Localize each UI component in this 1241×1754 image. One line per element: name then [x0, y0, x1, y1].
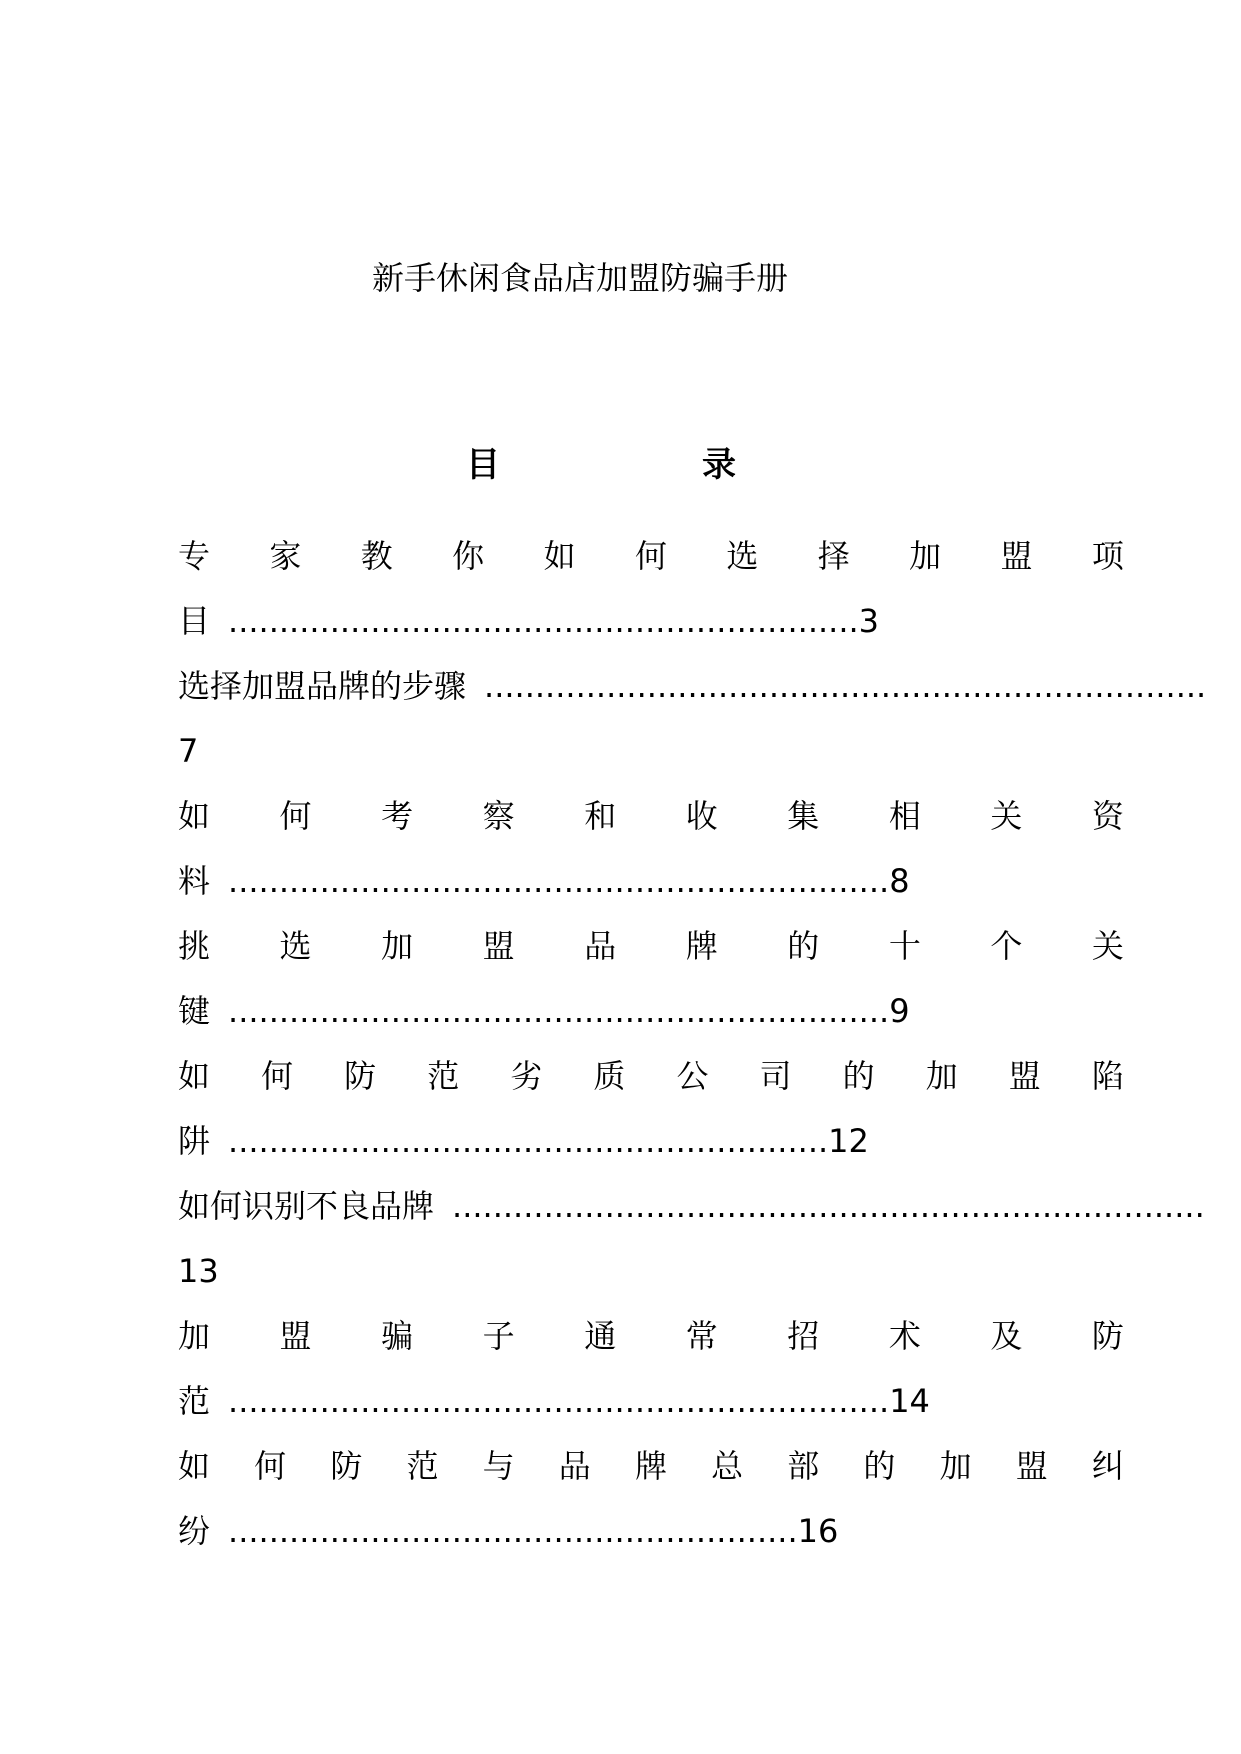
toc-title-char: 范 [427, 1057, 460, 1095]
toc-title-char: 纠 [1091, 1447, 1124, 1485]
toc-title-char: 关 [990, 797, 1023, 835]
toc-entry-title-line [178, 1304, 1124, 1369]
toc-entry-title: 如何识别不良品牌 [178, 1187, 435, 1225]
toc-leader-dots: ................................................................. [228, 992, 890, 1030]
toc-title-char: 和 [584, 797, 617, 835]
toc-heading-char: 录 [702, 445, 736, 485]
toc-title-char: 牌 [634, 1447, 667, 1485]
toc-title-char: 及 [990, 1317, 1023, 1355]
toc-entry[interactable] [178, 1174, 1205, 1304]
toc-title-last-char: 料 [178, 862, 211, 900]
toc-entry[interactable] [178, 784, 1128, 914]
toc-title-char: 如 [178, 797, 211, 835]
table-of-contents [178, 524, 1207, 1564]
toc-title-char: 如 [178, 1447, 211, 1485]
toc-title-char: 择 [817, 537, 850, 575]
toc-entry-leader-line [178, 1109, 1128, 1174]
toc-title-char: 防 [1091, 1317, 1124, 1355]
toc-title-char: 部 [787, 1447, 820, 1485]
toc-title-char: 集 [787, 797, 820, 835]
toc-leader-dots: ................................................................. [228, 1382, 890, 1420]
toc-title-char: 司 [759, 1057, 792, 1095]
toc-leader-dots: ................................................................. [228, 862, 890, 900]
toc-title-char: 品 [558, 1447, 591, 1485]
toc-title-char: 常 [685, 1317, 718, 1355]
toc-entry-title-line [178, 654, 1207, 719]
toc-title-char: 收 [685, 797, 718, 835]
toc-title-char: 何 [261, 1057, 294, 1095]
toc-entry-leader-line [178, 1369, 1128, 1434]
toc-title-char: 陷 [1091, 1057, 1124, 1095]
toc-title-char: 十 [888, 927, 921, 965]
toc-title-char: 何 [279, 797, 312, 835]
toc-title-last-char: 目 [178, 602, 211, 640]
toc-title-char: 牌 [685, 927, 718, 965]
toc-title-char: 盟 [482, 927, 515, 965]
toc-title-last-char: 阱 [178, 1122, 211, 1160]
toc-title-char: 的 [863, 1447, 896, 1485]
toc-title-char: 加 [939, 1447, 972, 1485]
toc-title-char: 何 [634, 537, 667, 575]
toc-title-char: 防 [344, 1057, 377, 1095]
toc-title-char: 术 [888, 1317, 921, 1355]
toc-title-char: 盟 [1000, 537, 1033, 575]
toc-title-char: 加 [909, 537, 942, 575]
toc-title-char: 加 [381, 927, 414, 965]
toc-title-char: 教 [360, 537, 393, 575]
toc-entry-leader-line [178, 1499, 1128, 1564]
toc-title-char: 与 [482, 1447, 515, 1485]
toc-title-char: 如 [178, 1057, 211, 1095]
toc-title-char: 盟 [279, 1317, 312, 1355]
toc-leader-dots: .......................................................................... [452, 1187, 1205, 1225]
toc-title-char: 挑 [178, 927, 211, 965]
toc-title-char: 考 [381, 797, 414, 835]
toc-page-number: 14 [889, 1382, 930, 1420]
toc-page-number: 13 [178, 1252, 219, 1290]
toc-leader-dots: ........................................................ [228, 1512, 798, 1550]
toc-page-number: 8 [889, 862, 910, 900]
toc-entry-title: 选择加盟品牌的步骤 [178, 667, 467, 705]
toc-entry[interactable] [178, 654, 1207, 784]
toc-title-char: 关 [1091, 927, 1124, 965]
toc-title-char: 个 [990, 927, 1023, 965]
toc-title-char: 公 [676, 1057, 709, 1095]
toc-page-number: 9 [889, 992, 910, 1030]
toc-title-char: 的 [787, 927, 820, 965]
toc-title-char: 选 [726, 537, 759, 575]
toc-title-char: 防 [330, 1447, 363, 1485]
toc-title-char: 品 [584, 927, 617, 965]
toc-title-char: 盟 [1015, 1447, 1048, 1485]
toc-title-char: 资 [1091, 797, 1124, 835]
toc-entry-title-line [178, 1434, 1124, 1499]
toc-title-char: 子 [482, 1317, 515, 1355]
toc-title-char: 的 [842, 1057, 875, 1095]
toc-title-char: 总 [711, 1447, 744, 1485]
toc-entry[interactable] [178, 914, 1128, 1044]
toc-page-number: 7 [178, 732, 199, 770]
toc-title-char: 范 [406, 1447, 439, 1485]
toc-heading [466, 442, 736, 488]
toc-title-char: 如 [543, 537, 576, 575]
toc-title-char: 加 [925, 1057, 958, 1095]
toc-title-last-char: 键 [178, 992, 211, 1030]
toc-entry-page-line [178, 719, 1128, 784]
toc-title-last-char: 范 [178, 1382, 211, 1420]
toc-entry-page-line [178, 1239, 1128, 1304]
toc-title-char: 盟 [1008, 1057, 1041, 1095]
toc-entry-title-line [178, 524, 1124, 589]
toc-entry[interactable] [178, 1304, 1128, 1434]
toc-leader-dots: .............................................................. [228, 602, 859, 640]
toc-entry[interactable] [178, 1434, 1128, 1564]
toc-page-number: 3 [858, 602, 880, 640]
toc-title-char: 招 [787, 1317, 820, 1355]
toc-entry-leader-line [178, 849, 1128, 914]
toc-title-char: 相 [888, 797, 921, 835]
toc-title-char: 察 [482, 797, 515, 835]
toc-entry[interactable] [178, 524, 1128, 654]
toc-title-char: 骗 [381, 1317, 414, 1355]
toc-entry-title-line [178, 1174, 1205, 1239]
toc-entry-title-line [178, 784, 1124, 849]
toc-entry-leader-line [178, 979, 1128, 1044]
toc-heading-char: 目 [466, 445, 500, 485]
toc-entry-title-line [178, 914, 1124, 979]
toc-title-char: 家 [269, 537, 302, 575]
toc-title-char: 专 [178, 537, 211, 575]
toc-title-char: 质 [593, 1057, 626, 1095]
toc-page-number: 12 [828, 1122, 869, 1160]
toc-title-char: 你 [452, 537, 485, 575]
toc-title-char: 项 [1091, 537, 1124, 575]
toc-title-char: 何 [254, 1447, 287, 1485]
toc-leader-dots: ....................................................................... [484, 667, 1207, 705]
toc-page-number: 16 [797, 1512, 839, 1550]
toc-leader-dots: ........................................................... [228, 1122, 829, 1160]
toc-title-char: 通 [584, 1317, 617, 1355]
toc-title-char: 选 [279, 927, 312, 965]
toc-entry[interactable] [178, 1044, 1128, 1174]
toc-title-char: 加 [178, 1317, 211, 1355]
document-title: 新手休闲食品店加盟防骗手册 [371, 259, 788, 297]
toc-title-char: 劣 [510, 1057, 543, 1095]
toc-title-last-char: 纷 [178, 1512, 211, 1550]
toc-entry-leader-line [178, 589, 1128, 654]
toc-entry-title-line [178, 1044, 1124, 1109]
